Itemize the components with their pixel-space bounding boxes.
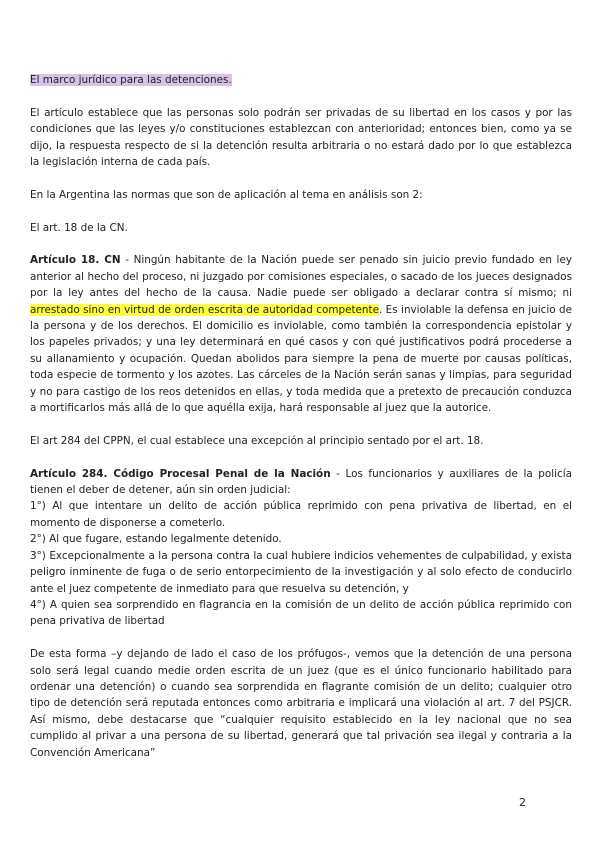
paragraph-art18 [30,252,572,416]
paragraph-norms: En la Argentina las normas que son de aplicación al tema en análisis son 2: [30,188,423,201]
heading-highlight: El marco jurídico para las detenciones. [30,74,232,86]
art284-title: Artículo 284. Código Procesal Penal de la Nación [30,467,331,480]
art18-text-after: . Es inviolable la defensa en juicio de la persona y de los derechos. El domicilio es inviolable, como también la correspondencia epistolar y los papeles privados; y una ley determinará en qué casos y con qué justificativos podrá procederse a su allanamiento y ocupación. Quedan abolidos para siempre la pena de muerte por causas políticas, toda especie de tormento y los azotes. Las cárceles de la Nación serán sanas y limpias, para seguridad y no para castigo de los reos detenidos en ellas, y toda medida que a pretexto de precaución conduzca a mortificarlos más allá de lo que aquélla exija, hará responsable al juez que la autorice. [30,303,572,415]
art18-highlight: arrestado sino en virtud de orden escrita de autoridad competente [30,303,379,316]
document-page [30,72,572,777]
art18-text-before: - Ningún habitante de la Nación puede ser penado sin juicio previo fundado en ley anterior al hecho del proceso, ni juzgado por comisiones especiales, o sacado de los jueces designados por la ley antes del hecho de la causa. Nadie puede ser obligado a declarar contra sí mismo; ni [30,254,572,300]
art284-block [30,466,572,630]
art284-intro: - Los funcionarios y auxiliares de la policía tienen el deber de detener, aún sin orden judicial: [30,467,572,497]
paragraph-art18-ref: El art. 18 de la CN. [30,221,128,234]
section-heading [30,72,572,88]
paragraph-conclusion: De esta forma –y dejando de lado el caso de los prófugos-, vemos que la detención de una persona solo será legal cuando medie orden escrita de un juez (que es el único funcionario habilitado para ordenar una detención) o cuando sea sorprendida en flagrante comisión de un delito; cualquier otro tipo de detención será reputada entonces como arbitraria e implicará una violación al art. 7 del PSJCR. Así mismo, debe destacarse que “cualquier requisito establecido en la ley nacional que no sea cumplido al privar a una persona de su libertad, generará que tal privación sea ilegal y contraria a la Convención Americana” [30,648,572,759]
art284-item: 4°) A quien sea sorprendido en flagrancia en la comisión de un delito de acción pública reprimido con pena privativa de libertad [30,598,572,628]
art284-item: 2°) Al que fugare, estando legalmente detenido. [30,533,282,546]
art284-intro-line [30,466,572,499]
art18-title: Artículo 18. CN [30,254,121,267]
art284-item: 1°) Al que intentare un delito de acción pública reprimido con pena privativa de libertad, en el momento de disponerse a cometerlo. [30,500,572,529]
art284-item: 3°) Excepcionalmente a la persona contra la cual hubiere indicios vehementes de culpabilidad, y exista peligro inminente de fuga o de serio entorpecimiento de la investigación y al solo efecto de conducirlo ante el juez competente de inmediato para que resuelva su detención, y [30,549,572,595]
paragraph-intro: El artículo establece que las personas solo podrán ser privadas de su libertad en los casos y por las condiciones que las leyes y/o constituciones establezcan con anterioridad; entonces bien, como ya se dijo, la respuesta respecto de si la detención resulta arbitraria o no estará dado por lo que establezca la legislación interna de cada país. [30,106,572,169]
page-number: 2 [519,796,526,809]
paragraph-art284-ref: El art 284 del CPPN, el cual establece una excepción al principio sentado por el art. 18. [30,434,484,447]
